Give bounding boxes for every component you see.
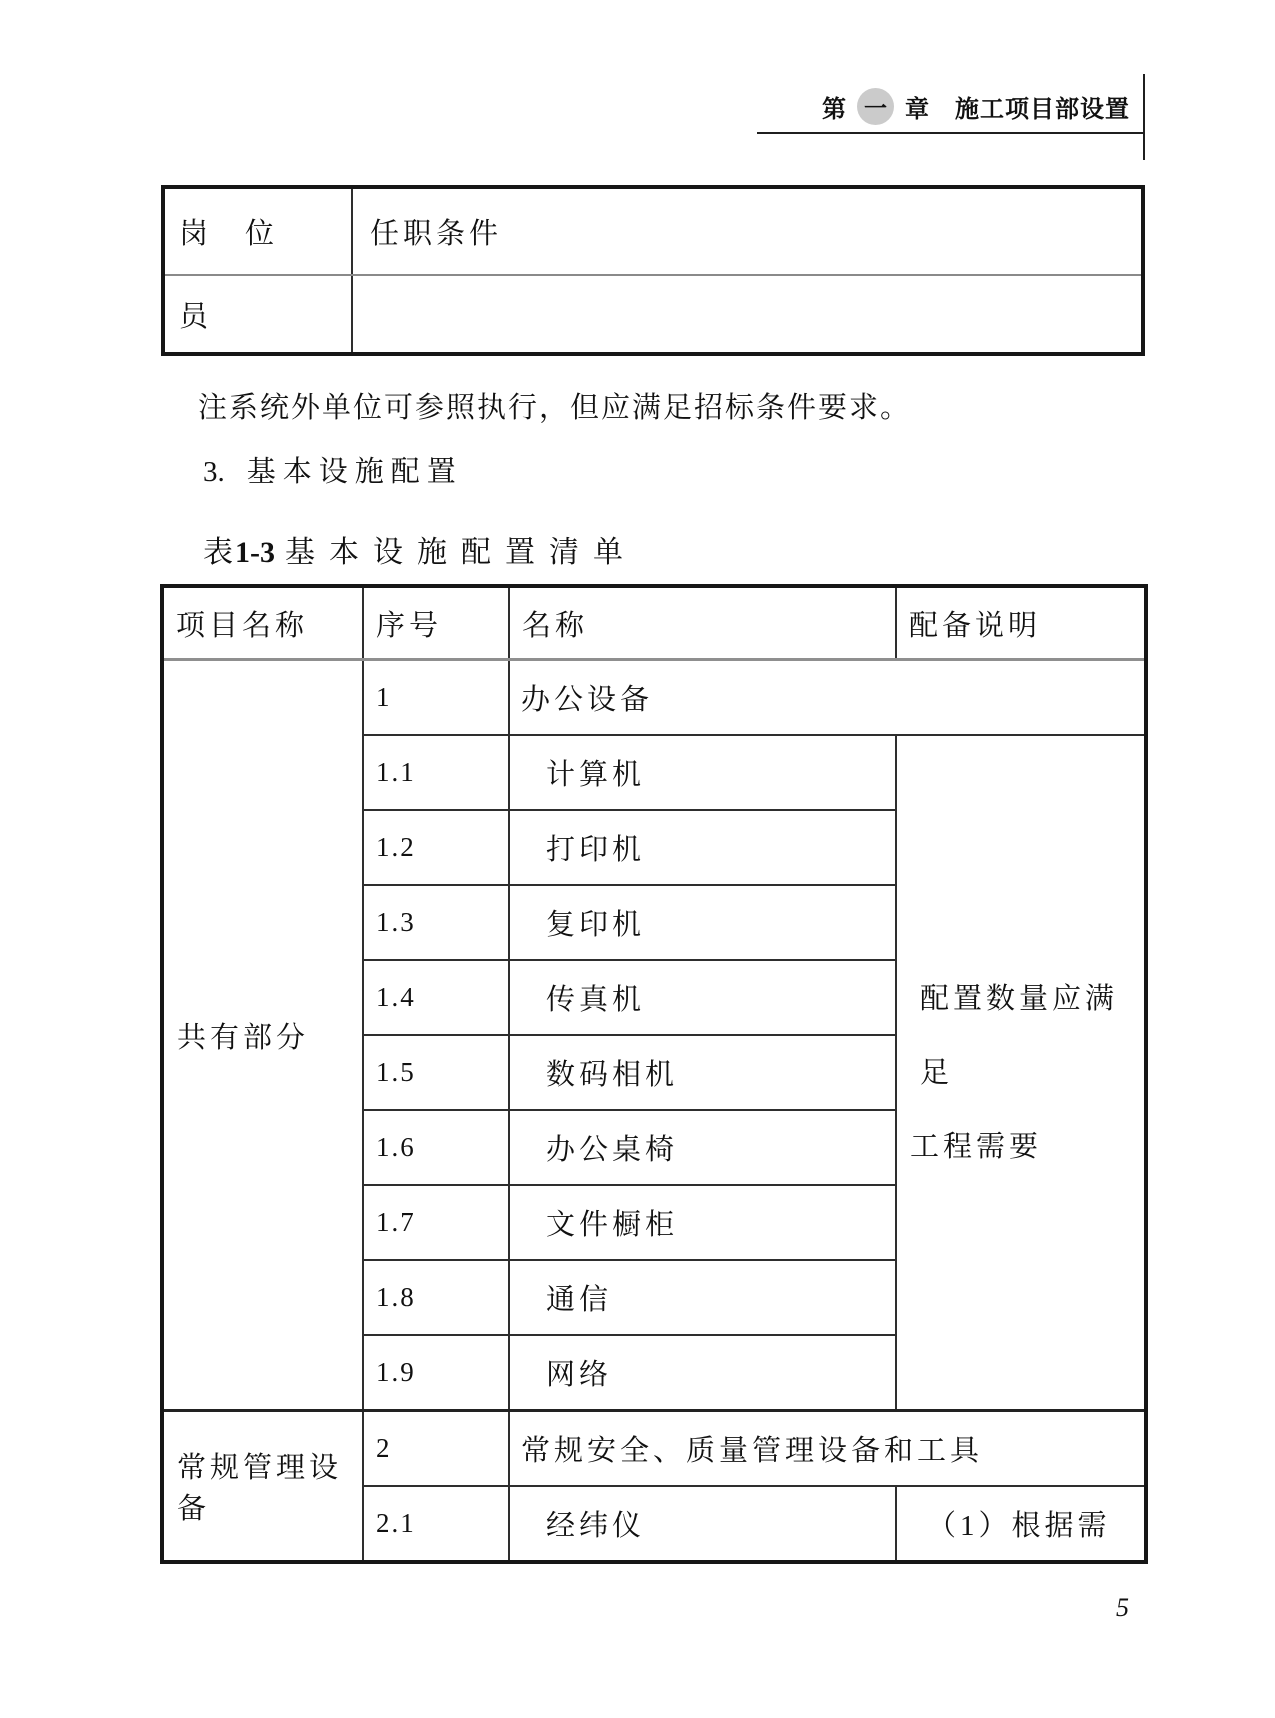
name-cell: 复印机 xyxy=(509,885,896,960)
serial-cell: 2 xyxy=(363,1411,509,1487)
provision-note-line2: 工程需要 xyxy=(910,1130,1043,1163)
provision-note-line1: 配置数量应满足 xyxy=(920,982,1119,1089)
table-caption xyxy=(203,527,637,571)
chapter-title: 施工项目部设置 xyxy=(955,97,1130,123)
chapter-word: 章 xyxy=(905,97,929,123)
chapter-number-badge xyxy=(857,88,894,125)
name-cell: 网络 xyxy=(509,1335,896,1411)
table-row xyxy=(162,660,1146,736)
position-table xyxy=(161,185,1145,356)
facilities-table xyxy=(160,584,1148,1564)
section-number: 3. xyxy=(203,456,225,488)
page-number: 5 xyxy=(1116,1593,1129,1622)
name-cell: 办公设备 xyxy=(509,660,1146,736)
name-cell: 通信 xyxy=(509,1260,896,1335)
serial-cell: 1.3 xyxy=(363,885,509,960)
header-rule xyxy=(757,132,1145,134)
name-cell: 打印机 xyxy=(509,810,896,885)
serial-cell: 1.1 xyxy=(363,735,509,810)
serial-cell: 1.7 xyxy=(363,1185,509,1260)
position-cell: 岗 位 xyxy=(163,187,352,275)
header-provision-note: 配备说明 xyxy=(896,586,1146,660)
serial-cell: 1.4 xyxy=(363,960,509,1035)
provision-note-cell xyxy=(896,735,1146,1411)
caption-title: 基本设施配置清单 xyxy=(285,536,637,569)
serial-cell: 1.6 xyxy=(363,1110,509,1185)
header-serial-no: 序号 xyxy=(363,586,509,660)
serial-cell: 1.5 xyxy=(363,1035,509,1110)
group-cell-shared: 共有部分 xyxy=(162,660,363,1411)
position-table-row-2 xyxy=(163,275,1143,354)
caption-number: 1-3 xyxy=(235,536,275,569)
serial-cell: 1.9 xyxy=(363,1335,509,1411)
name-cell: 常规安全、质量管理设备和工具 xyxy=(509,1411,1146,1487)
provision-note-cell: （1）根据需 xyxy=(896,1486,1146,1562)
name-cell: 传真机 xyxy=(509,960,896,1035)
group-cell-regular: 常规管理设备 xyxy=(162,1411,363,1563)
name-cell: 数码相机 xyxy=(509,1035,896,1110)
name-cell: 计算机 xyxy=(509,735,896,810)
position-table-row-1 xyxy=(163,187,1143,275)
facilities-header-row xyxy=(162,586,1146,660)
section-heading xyxy=(203,449,463,490)
position-cell: 员 xyxy=(163,275,352,354)
name-cell: 经纬仪 xyxy=(509,1486,896,1562)
qualification-cell: 任职条件 xyxy=(352,187,1143,275)
header-vertical-line xyxy=(1143,74,1145,160)
header-project-name: 项目名称 xyxy=(162,586,363,660)
section-title: 基本设施配置 xyxy=(246,456,463,488)
chapter-prefix: 第 xyxy=(822,97,846,123)
serial-cell: 1 xyxy=(363,660,509,736)
table-row xyxy=(162,1411,1146,1487)
name-cell: 文件橱柜 xyxy=(509,1185,896,1260)
serial-cell: 2.1 xyxy=(363,1486,509,1562)
caption-prefix: 表 xyxy=(203,536,233,569)
note-text: 注系统外单位可参照执行，但应满足招标条件要求。 xyxy=(198,392,912,424)
serial-cell: 1.8 xyxy=(363,1260,509,1335)
name-cell: 办公桌椅 xyxy=(509,1110,896,1185)
chapter-header xyxy=(822,88,1130,125)
qualification-cell xyxy=(352,275,1143,354)
header-name: 名称 xyxy=(509,586,896,660)
serial-cell: 1.2 xyxy=(363,810,509,885)
chapter-number: 一 xyxy=(864,96,887,121)
